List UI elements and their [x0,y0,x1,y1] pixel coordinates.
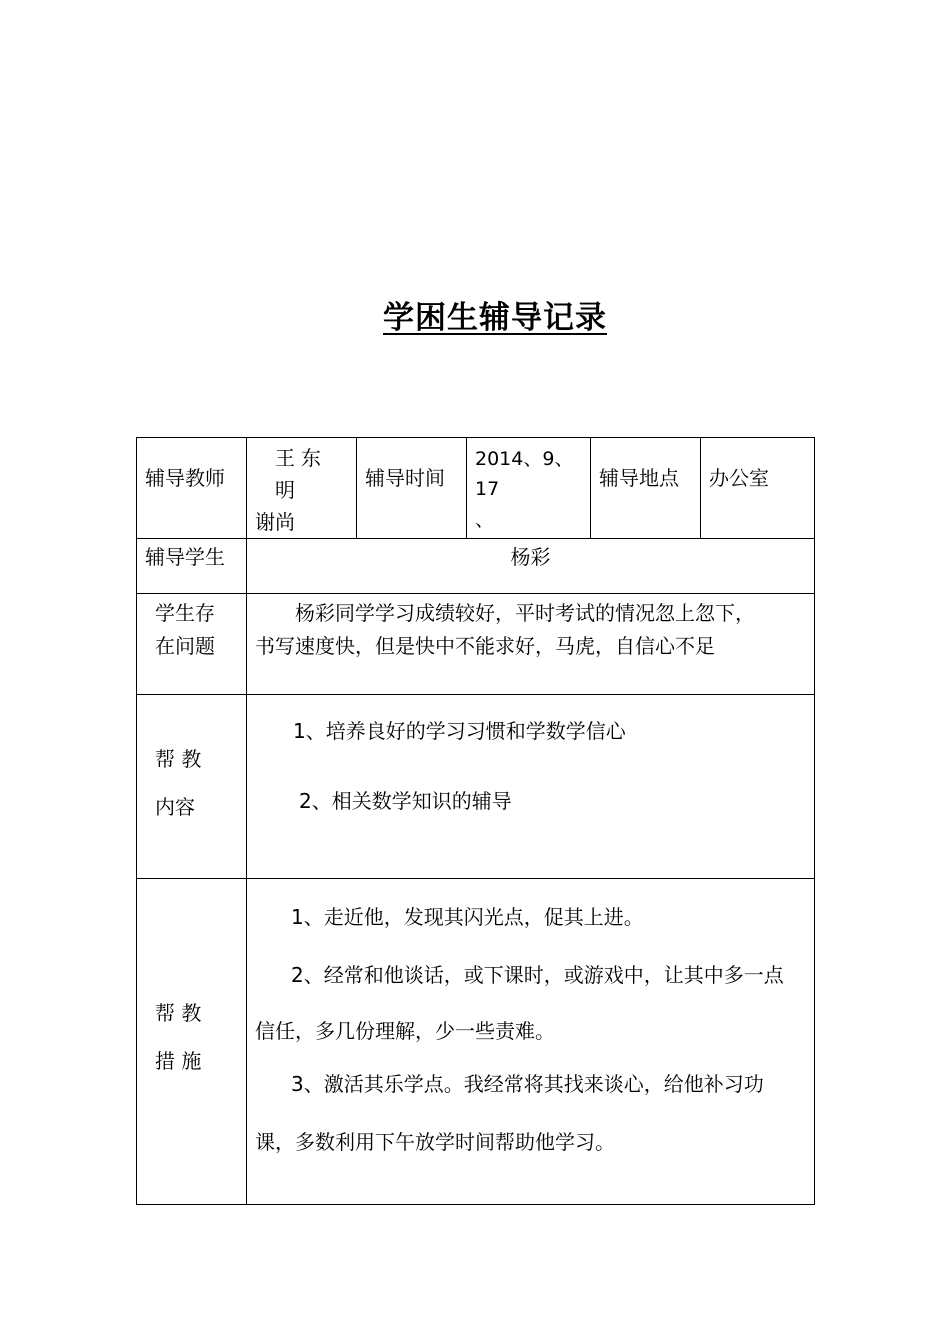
place-label-cell [591,438,701,539]
measures-item-2a: 2、经常和他谈话，或下课时，或游戏中，让其中多一点 [291,963,784,987]
place-value: 办公室 [709,466,769,490]
content-item-2: 2、相关数学知识的辅导 [299,789,512,813]
time-value-2: 、 [475,508,495,531]
measures-item-2b: 信任，多几份理解，少一些责难。 [255,1019,555,1043]
measures-label-cell [137,879,247,1205]
header-row [137,438,815,539]
problem-label-cell [137,594,247,695]
page-title-text: 学困生辅导记录 [383,300,607,336]
content-row [137,695,815,879]
content-label-2: 内容 [155,795,195,819]
measures-item-3b: 课，多数利用下午放学时间帮助他学习。 [255,1130,615,1154]
time-label-cell [357,438,467,539]
teacher-name-2: 谢尚 [255,510,295,534]
measures-row [137,879,815,1205]
student-row [137,539,815,594]
problem-text-1: 杨彩同学学习成绩较好，平时考试的情况忽上忽下， [295,601,755,625]
teacher-name-1: 王东明 [275,446,327,502]
measures-item-1: 1、走近他，发现其闪光点，促其上进。 [291,905,644,929]
tutoring-record-table [136,437,815,1205]
content-label-cell [137,695,247,879]
teacher-label-cell [137,438,247,539]
student-label: 辅导学生 [145,545,225,569]
measures-text-cell [247,879,815,1205]
problem-row [137,594,815,695]
student-value-cell [247,539,815,594]
time-value-cell [467,438,591,539]
student-name: 杨彩 [510,545,551,569]
measures-item-3a: 3、激活其乐学点。我经常将其找来谈心，给他补习功 [291,1072,764,1096]
time-value-1: 2014、9、17 [475,448,574,501]
student-label-cell [137,539,247,594]
place-label: 辅导地点 [599,466,679,490]
content-item-1: 1、培养良好的学习习惯和学数学信心 [293,719,626,743]
problem-label-1: 学生存 [155,601,215,625]
problem-label-2: 在问题 [155,634,215,658]
measures-label-2: 措 施 [155,1049,202,1073]
problem-text-2: 书写速度快，但是快中不能求好，马虎，自信心不足 [255,634,715,658]
measures-label-1: 帮 教 [155,1001,202,1025]
place-value-cell [701,438,815,539]
time-label: 辅导时间 [365,466,445,490]
content-text-cell [247,695,815,879]
teacher-value-cell [247,438,357,539]
content-label-1: 帮 教 [155,747,202,771]
teacher-label: 辅导教师 [145,466,225,490]
problem-text-cell [247,594,815,695]
page-title [0,292,950,337]
